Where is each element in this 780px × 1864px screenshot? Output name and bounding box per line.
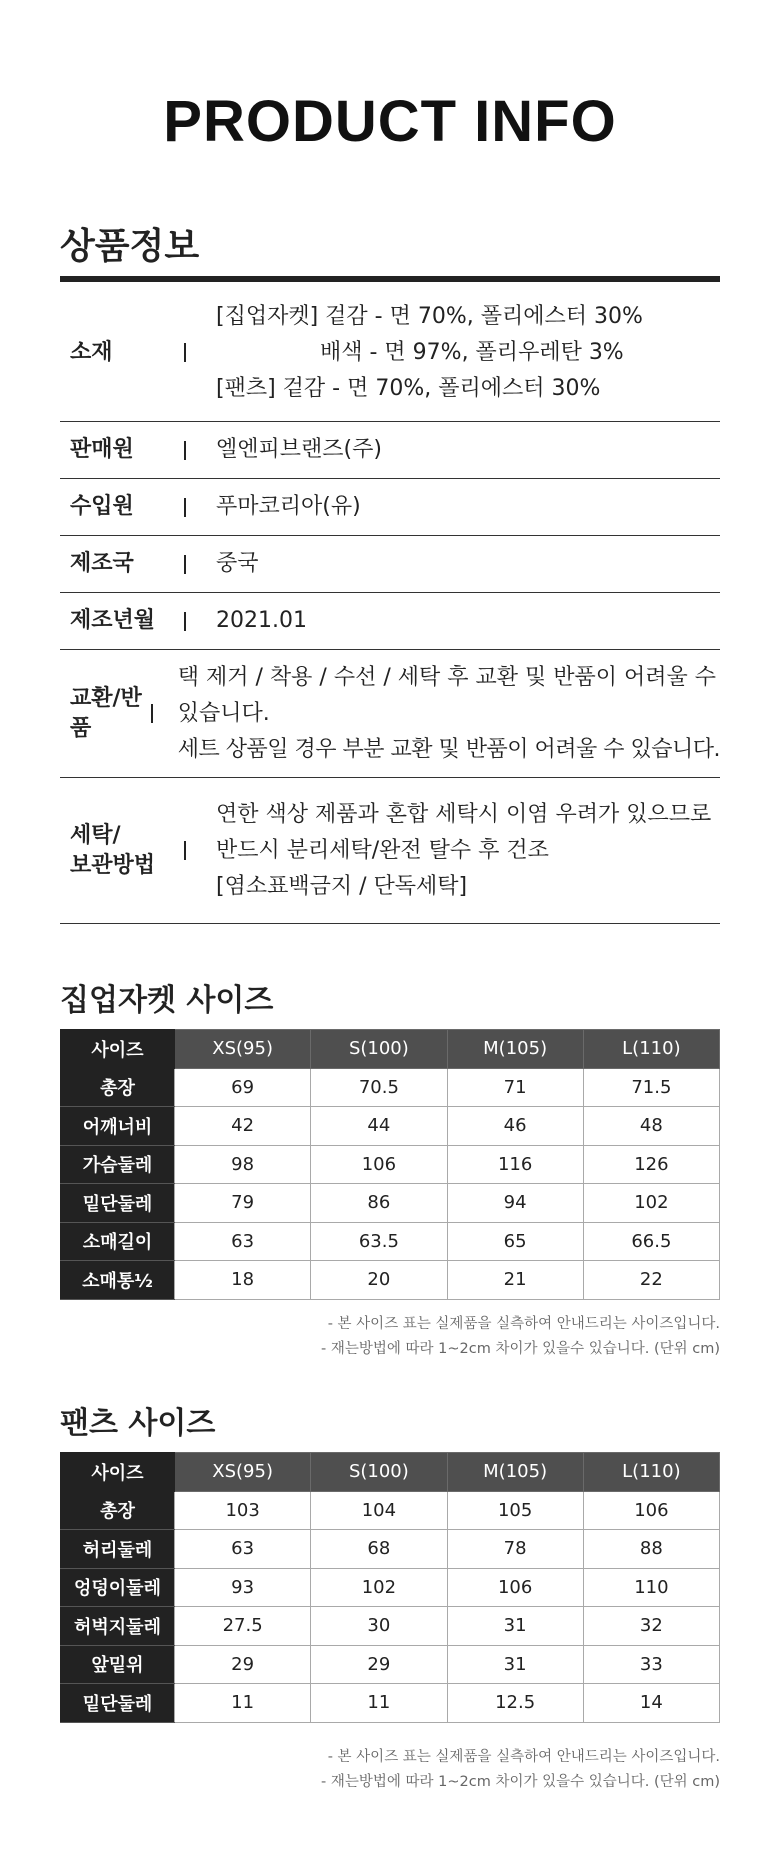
info-row-care xyxy=(60,778,720,924)
column-header: 사이즈 xyxy=(61,1453,175,1492)
table-cell: 22 xyxy=(583,1261,719,1300)
info-label: 수입원 xyxy=(70,494,134,519)
pants-size-heading: 팬츠 사이즈 xyxy=(60,1406,216,1441)
table-row xyxy=(61,1068,720,1107)
table-cell: 63.5 xyxy=(311,1222,447,1261)
table-cell: 93 xyxy=(175,1568,311,1607)
table-cell: 94 xyxy=(447,1184,583,1223)
separator-bar xyxy=(184,441,202,460)
table-cell: 18 xyxy=(175,1261,311,1300)
table-cell: 102 xyxy=(583,1184,719,1223)
info-line: 있습니다. xyxy=(177,700,270,726)
table-cell: 12.5 xyxy=(447,1684,583,1723)
separator-bar xyxy=(184,498,202,517)
info-value xyxy=(216,299,720,407)
table-cell: 71 xyxy=(447,1068,583,1107)
row-label: 밑단둘레 xyxy=(61,1184,175,1223)
info-row-exchange xyxy=(60,650,720,778)
info-row-country xyxy=(60,536,720,593)
info-label: 교환/반품 xyxy=(70,685,142,741)
table-cell: 42 xyxy=(175,1107,311,1146)
table-row xyxy=(61,1261,720,1300)
info-row-seller xyxy=(60,422,720,479)
table-cell: 70.5 xyxy=(311,1068,447,1107)
info-label-line: 세탁/ xyxy=(70,822,121,848)
table-cell: 31 xyxy=(447,1645,583,1684)
table-cell: 79 xyxy=(175,1184,311,1223)
table-cell: 98 xyxy=(175,1145,311,1184)
product-info-list xyxy=(60,284,720,924)
table-cell: 102 xyxy=(311,1568,447,1607)
info-line: 푸마코리아(유) xyxy=(216,494,361,519)
table-cell: 44 xyxy=(311,1107,447,1146)
row-label: 앞밑위 xyxy=(61,1645,175,1684)
info-label: 판매원 xyxy=(70,437,134,462)
table-cell: 11 xyxy=(175,1684,311,1723)
separator-bar xyxy=(184,555,202,574)
row-label: 허리둘레 xyxy=(61,1530,175,1569)
column-header: L(110) xyxy=(583,1453,719,1492)
info-line: [집업자켓] 겉감 - 면 70%, 폴리에스터 30% xyxy=(216,303,643,329)
table-cell: 30 xyxy=(311,1607,447,1646)
row-label: 총장 xyxy=(61,1491,175,1530)
jacket-size-heading: 집업자켓 사이즈 xyxy=(60,983,274,1018)
table-cell: 33 xyxy=(583,1645,719,1684)
table-cell: 86 xyxy=(311,1184,447,1223)
table-cell: 31 xyxy=(447,1607,583,1646)
table-row xyxy=(61,1184,720,1223)
table-cell: 110 xyxy=(583,1568,719,1607)
table-cell: 126 xyxy=(583,1145,719,1184)
info-line: 반드시 분리세탁/완전 탈수 후 건조 xyxy=(216,837,549,863)
table-row xyxy=(61,1607,720,1646)
table-cell: 104 xyxy=(311,1491,447,1530)
column-header: S(100) xyxy=(311,1030,447,1069)
jacket-size-table xyxy=(60,1029,720,1300)
table-cell: 106 xyxy=(311,1145,447,1184)
table-cell: 21 xyxy=(447,1261,583,1300)
row-label: 소매길이 xyxy=(61,1222,175,1261)
note-line: - 재는방법에 따라 1~2cm 차이가 있을수 있습니다. (단위 cm) xyxy=(321,1341,720,1357)
info-line: 택 제거 / 착용 / 수선 / 세탁 후 교환 및 반품이 어려울 수 xyxy=(177,664,716,690)
column-header: 사이즈 xyxy=(61,1030,175,1069)
column-header: XS(95) xyxy=(175,1030,311,1069)
info-value xyxy=(216,603,720,639)
table-cell: 103 xyxy=(175,1491,311,1530)
info-value xyxy=(178,660,720,768)
jacket-size-notes xyxy=(321,1312,720,1362)
row-label: 엉덩이둘레 xyxy=(61,1568,175,1607)
info-row-manufactured xyxy=(60,593,720,650)
column-header: XS(95) xyxy=(175,1453,311,1492)
table-cell: 65 xyxy=(447,1222,583,1261)
column-header: S(100) xyxy=(311,1453,447,1492)
heading-rule xyxy=(60,276,720,282)
table-row xyxy=(61,1491,720,1530)
page-title: PRODUCT INFO xyxy=(163,89,617,154)
column-header: M(105) xyxy=(447,1030,583,1069)
table-cell: 46 xyxy=(447,1107,583,1146)
table-cell: 29 xyxy=(175,1645,311,1684)
info-line: 배색 - 면 97%, 폴리우레탄 3% xyxy=(320,339,624,365)
column-header: L(110) xyxy=(583,1030,719,1069)
table-cell: 106 xyxy=(583,1491,719,1530)
row-label: 가슴둘레 xyxy=(61,1145,175,1184)
table-cell: 48 xyxy=(583,1107,719,1146)
table-cell: 105 xyxy=(447,1491,583,1530)
table-cell: 68 xyxy=(311,1530,447,1569)
info-line: 세트 상품일 경우 부분 교환 및 반품이 어려울 수 있습니다. xyxy=(177,736,720,762)
info-label xyxy=(60,821,178,881)
table-row xyxy=(61,1568,720,1607)
note-line: - 본 사이즈 표는 실제품을 실측하여 안내드리는 사이즈입니다. xyxy=(327,1316,720,1332)
table-cell: 88 xyxy=(583,1530,719,1569)
row-label: 허벅지둘레 xyxy=(61,1607,175,1646)
info-label-line: 보관방법 xyxy=(70,852,156,878)
table-cell: 29 xyxy=(311,1645,447,1684)
table-row xyxy=(61,1530,720,1569)
info-line: 엘엔피브랜즈(주) xyxy=(216,437,382,462)
pants-size-notes xyxy=(321,1745,720,1795)
info-label: 제조년월 xyxy=(70,608,156,633)
info-line: [팬츠] 겉감 - 면 70%, 폴리에스터 30% xyxy=(216,375,601,401)
info-line: 중국 xyxy=(216,551,259,576)
table-cell: 63 xyxy=(175,1530,311,1569)
row-label: 소매통½ xyxy=(61,1261,175,1300)
separator-bar xyxy=(184,841,202,860)
note-line: - 재는방법에 따라 1~2cm 차이가 있을수 있습니다. (단위 cm) xyxy=(321,1774,720,1790)
info-row-importer xyxy=(60,479,720,536)
row-label: 총장 xyxy=(61,1068,175,1107)
info-value xyxy=(216,432,720,468)
table-cell: 32 xyxy=(583,1607,719,1646)
table-cell: 71.5 xyxy=(583,1068,719,1107)
table-cell: 66.5 xyxy=(583,1222,719,1261)
table-cell: 63 xyxy=(175,1222,311,1261)
note-line: - 본 사이즈 표는 실제품을 실측하여 안내드리는 사이즈입니다. xyxy=(327,1749,720,1765)
product-info-heading: 상품정보 xyxy=(60,226,200,267)
info-line: [염소표백금지 / 단독세탁] xyxy=(216,873,468,899)
table-header-row xyxy=(61,1453,720,1492)
column-header: M(105) xyxy=(447,1453,583,1492)
table-cell: 20 xyxy=(311,1261,447,1300)
info-line: 연한 색상 제품과 혼합 세탁시 이염 우려가 있으므로 xyxy=(216,801,712,827)
info-value xyxy=(216,797,720,905)
info-value xyxy=(216,489,720,525)
separator-bar xyxy=(184,612,202,631)
table-row xyxy=(61,1107,720,1146)
table-row xyxy=(61,1645,720,1684)
info-row-material xyxy=(60,284,720,422)
info-label: 소재 xyxy=(70,339,113,365)
separator-bar xyxy=(151,704,164,723)
table-cell: 116 xyxy=(447,1145,583,1184)
table-row xyxy=(61,1222,720,1261)
table-cell: 27.5 xyxy=(175,1607,311,1646)
row-label: 어깨너비 xyxy=(61,1107,175,1146)
table-cell: 11 xyxy=(311,1684,447,1723)
pants-size-table xyxy=(60,1452,720,1723)
table-cell: 69 xyxy=(175,1068,311,1107)
table-cell: 14 xyxy=(583,1684,719,1723)
separator-bar xyxy=(184,343,202,362)
info-value xyxy=(216,546,720,582)
table-cell: 78 xyxy=(447,1530,583,1569)
table-cell: 106 xyxy=(447,1568,583,1607)
row-label: 밑단둘레 xyxy=(61,1684,175,1723)
info-line: 2021.01 xyxy=(216,608,307,633)
table-row xyxy=(61,1145,720,1184)
table-header-row xyxy=(61,1030,720,1069)
table-row xyxy=(61,1684,720,1723)
info-label: 제조국 xyxy=(70,551,134,576)
